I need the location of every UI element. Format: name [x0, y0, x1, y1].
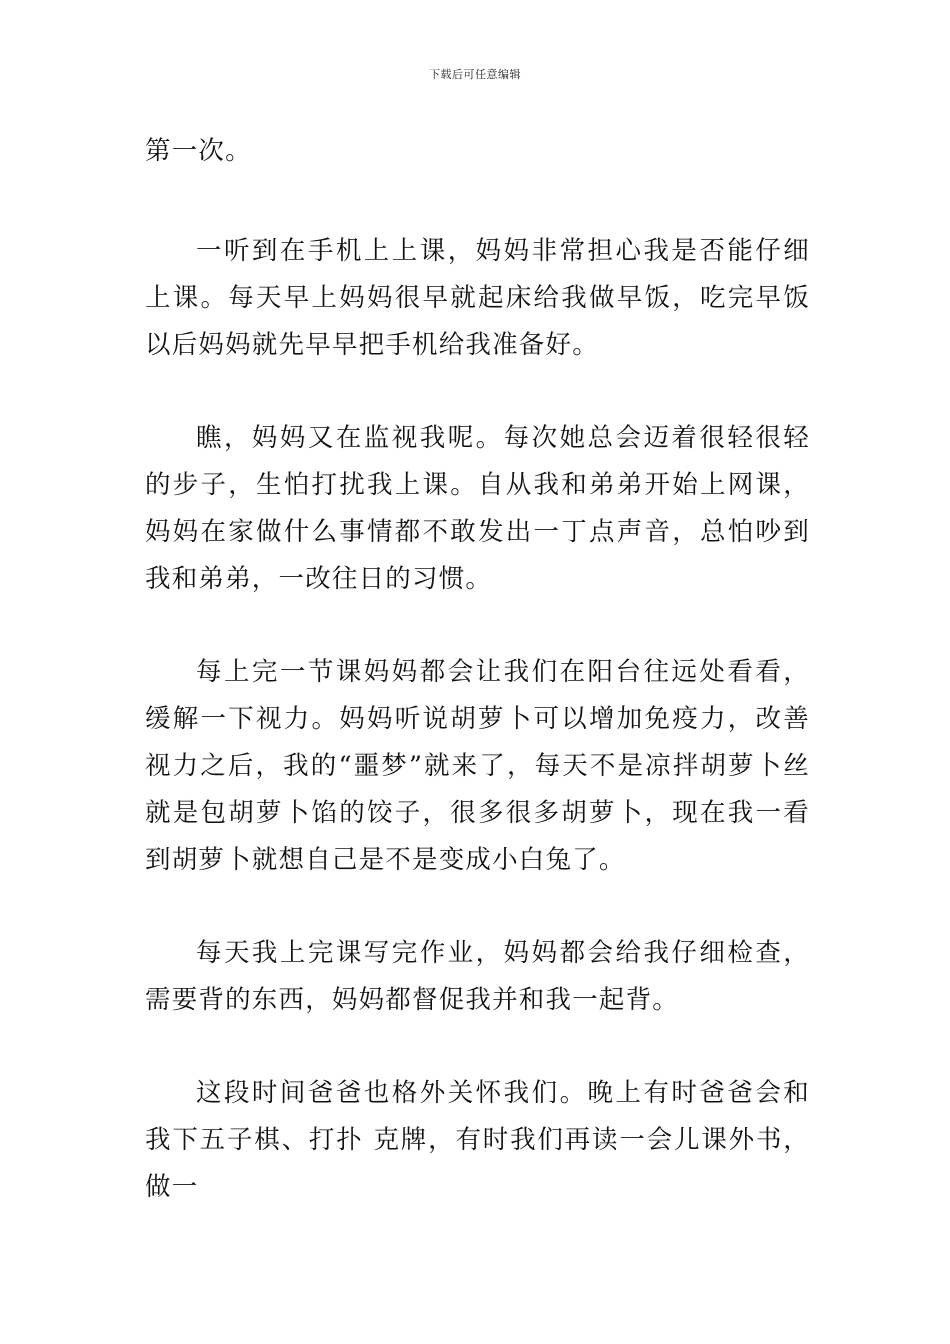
document-body	[145, 128, 810, 1257]
paragraph-continuation: 第一次。	[145, 136, 252, 166]
paragraph-online-class: 一听到在手机上上课，妈妈非常担心我是否能仔细上课。每天早上妈妈很早就起床给我做早饭，吃完早饭以后妈妈就先早早把手机给我准备好。	[145, 236, 810, 360]
paragraph-carrots: 每上完一节课妈妈都会让我们在阳台往远处看看，缓解一下视力。妈妈听说胡萝卜可以增加免疫力，改善视力之后，我的“噩梦”就来了，每天不是凉拌胡萝卜丝就是包胡萝卜馅的饺子，很多很多胡萝卜，现在我一看到胡萝卜就想自己是不是变成小白兔了。	[145, 657, 810, 875]
paragraph-homework: 每天我上完课写完作业，妈妈都会给我仔细检查，需要背的东西，妈妈都督促我并和我一起背。	[145, 938, 810, 1015]
page-header: 下载后可任意编辑	[429, 68, 521, 81]
paragraph-dad: 这段时间爸爸也格外关怀我们。晚上有时爸爸会和我下五子棋、打扑 克牌，有时我们再读一会儿课外书，做一	[145, 1078, 810, 1202]
paragraph-mom-watching: 瞧，妈妈又在监视我呢。每次她总会迈着很轻很轻的步子，生怕打扰我上课。自从我和弟弟开始上网课，妈妈在家做什么事情都不敢发出一丁点声音，总怕吵到我和弟弟，一改往日的习惯。	[145, 423, 810, 594]
